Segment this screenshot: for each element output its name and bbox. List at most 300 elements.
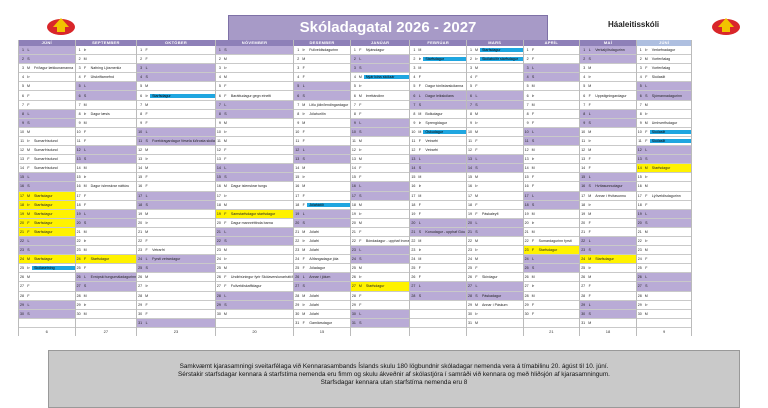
- weekday-letter: M: [358, 138, 362, 143]
- weekday-letter: Þ: [359, 84, 362, 89]
- weekday-letter: S: [145, 202, 148, 207]
- weekday-letter: Þ: [418, 120, 422, 125]
- weekday-letter: S: [418, 229, 422, 234]
- day-number: 28: [467, 293, 472, 298]
- day-number: 26: [637, 275, 642, 280]
- weekday-letter: F: [588, 157, 591, 162]
- calendar-day: [351, 155, 410, 164]
- day-number: 6: [639, 93, 642, 98]
- day-number: 9: [526, 120, 529, 125]
- weekday-letter: L: [475, 157, 478, 162]
- day-event: Fríðagur lækkunamanna: [34, 66, 74, 71]
- weekday-letter: M: [83, 248, 87, 253]
- day-event: Hvítasunnudagur: [595, 184, 623, 189]
- weekday-letter: F: [359, 229, 362, 234]
- weekday-letter: F: [224, 211, 227, 216]
- weekday-letter: F: [224, 84, 227, 89]
- day-number: 18: [20, 202, 24, 207]
- day-number: 17: [524, 193, 529, 198]
- weekday-letter: M: [145, 275, 149, 280]
- day-number: 1: [218, 48, 221, 53]
- day-number: 15: [351, 175, 356, 180]
- calendar-day: [351, 264, 410, 273]
- day-number: 25: [20, 266, 24, 271]
- calendar-day: [410, 246, 466, 255]
- calendar-day: [351, 91, 410, 100]
- day-number: 26: [351, 275, 356, 280]
- day-number: 28: [524, 293, 529, 298]
- day-number: 29: [637, 302, 642, 307]
- weekday-letter: M: [83, 229, 87, 234]
- calendar-day: [467, 82, 523, 91]
- calendar-day: [580, 264, 636, 273]
- weekday-letter: M: [588, 148, 592, 153]
- day-number: 12: [637, 148, 642, 153]
- weekday-letter: S: [359, 66, 362, 71]
- calendar-day: [467, 210, 523, 219]
- day-event: Sumarfrísdund: [34, 138, 58, 143]
- weekday-letter: L: [84, 275, 87, 280]
- calendar-day: [637, 146, 692, 155]
- weekday-letter: F: [475, 202, 478, 207]
- day-number: 25: [138, 266, 143, 271]
- calendar-day: [76, 64, 137, 73]
- day-event: Fullveldisdagurinn: [309, 48, 339, 53]
- weekday-letter: L: [224, 293, 227, 298]
- school-day-count: 21: [549, 328, 554, 334]
- calendar-day: [580, 146, 636, 155]
- calendar-day: [19, 264, 75, 273]
- day-event: Nýársdagur: [365, 48, 385, 53]
- weekday-letter: F: [83, 66, 87, 71]
- weekday-letter: M: [474, 66, 478, 71]
- day-number: 10: [76, 129, 81, 134]
- calendar-day: [637, 319, 692, 328]
- day-event: Páskaleyfi: [481, 211, 499, 216]
- weekday-letter: Þ: [27, 202, 30, 207]
- day-event: Vorferðalag: [651, 57, 671, 62]
- day-number: 11: [20, 138, 24, 143]
- day-number: 27: [524, 284, 529, 289]
- weekday-letter: M: [83, 166, 87, 171]
- day-number: 1: [583, 48, 586, 53]
- calendar-day: [524, 246, 580, 255]
- calendar-day: [637, 246, 692, 255]
- weekday-letter: M: [358, 266, 362, 271]
- month-header: SEPTEMBER: [76, 40, 137, 46]
- day-number: 22: [637, 239, 642, 244]
- weekday-letter: L: [645, 211, 648, 216]
- weekday-letter: Þ: [588, 75, 591, 80]
- calendar-day: [137, 319, 215, 328]
- day-number: 29: [467, 302, 472, 307]
- day-number: 24: [411, 257, 416, 262]
- calendar-day: [137, 182, 215, 191]
- day-number: 13: [467, 157, 472, 162]
- calendar-day: [19, 173, 75, 182]
- weekday-letter: M: [27, 211, 30, 216]
- calendar-day: [351, 273, 410, 282]
- calendar-day: [580, 155, 636, 164]
- day-event: Jólafrí: [309, 239, 320, 244]
- calendar-day: [524, 119, 580, 128]
- weekday-letter: L: [418, 220, 421, 225]
- weekday-letter: M: [531, 102, 535, 107]
- weekday-letter: S: [645, 93, 648, 98]
- day-event: Dagur mannréttinda barna: [230, 220, 273, 225]
- weekday-letter: L: [224, 229, 227, 234]
- calendar-day: [19, 282, 75, 291]
- day-number: 11: [468, 138, 472, 143]
- day-number: 30: [581, 311, 586, 316]
- calendar-day: [351, 282, 410, 291]
- month-column: [136, 40, 215, 336]
- calendar-day: [637, 73, 692, 82]
- weekday-letter: M: [474, 111, 478, 116]
- day-event: Útskriftarnefnd: [90, 75, 114, 80]
- day-number: 20: [637, 220, 642, 225]
- weekday-letter: F: [588, 102, 591, 107]
- weekday-letter: L: [359, 311, 362, 316]
- day-number: 15: [637, 175, 642, 180]
- calendar-day: [467, 137, 523, 146]
- calendar-day: [294, 237, 350, 246]
- weekday-letter: S: [224, 175, 227, 180]
- calendar-day: [137, 173, 215, 182]
- calendar-day: [524, 164, 580, 173]
- calendar-day: [19, 219, 75, 228]
- day-number: 17: [295, 193, 300, 198]
- weekday-letter: S: [359, 257, 362, 262]
- weekday-letter: F: [531, 111, 535, 116]
- day-number: 8: [526, 111, 529, 116]
- calendar-day: [216, 128, 293, 137]
- calendar-day: [137, 128, 215, 137]
- day-number: 3: [22, 66, 24, 71]
- month-header: JANÚAR: [351, 40, 410, 46]
- day-number: 31: [295, 320, 300, 325]
- day-number: 7: [469, 102, 472, 107]
- weekday-letter: S: [475, 166, 478, 171]
- weekday-letter: F: [475, 275, 478, 280]
- day-number: 29: [351, 302, 356, 307]
- day-number: 3: [413, 66, 416, 71]
- school-day-count: [410, 328, 466, 336]
- weekday-letter: F: [588, 284, 591, 289]
- weekday-letter: S: [645, 157, 648, 162]
- day-number: 9: [297, 120, 300, 125]
- calendar-day: [410, 210, 466, 219]
- calendar-day: [410, 101, 466, 110]
- calendar-day: [467, 310, 523, 319]
- day-number: 28: [411, 293, 416, 298]
- calendar-day: [19, 319, 75, 328]
- calendar-day: [524, 319, 580, 328]
- calendar-day: [524, 282, 580, 291]
- day-number: 24: [467, 257, 472, 262]
- weekday-letter: L: [532, 66, 535, 71]
- weekday-letter: F: [302, 320, 305, 325]
- day-number: 15: [524, 175, 529, 180]
- weekday-letter: F: [531, 302, 535, 307]
- calendar-day: [76, 182, 137, 191]
- calendar-day: [410, 155, 466, 164]
- weekday-letter: S: [27, 184, 30, 189]
- calendar-day: [351, 301, 410, 310]
- weekday-letter: F: [27, 157, 30, 162]
- calendar-day: [580, 301, 636, 310]
- calendar-day: [410, 282, 466, 291]
- day-number: 7: [353, 102, 356, 107]
- month-header: JÚNÍ: [19, 40, 75, 46]
- calendar-day: [637, 182, 692, 191]
- month-column: [409, 40, 466, 336]
- calendar-day: [19, 182, 75, 191]
- weekday-letter: L: [224, 166, 227, 171]
- day-event: Starfsdagur: [538, 248, 558, 253]
- weekday-letter: F: [359, 102, 362, 107]
- calendar-day: [467, 237, 523, 246]
- calendar-day: [351, 219, 410, 228]
- calendar-day: [580, 101, 636, 110]
- calendar-day: [637, 164, 692, 173]
- weekday-letter: L: [302, 275, 305, 280]
- weekday-letter: L: [145, 129, 148, 134]
- weekday-letter: L: [27, 111, 30, 116]
- day-number: 17: [216, 193, 221, 198]
- calendar-day: [137, 301, 215, 310]
- day-number: 2: [583, 57, 586, 62]
- calendar-day: [137, 255, 215, 264]
- day-number: 4: [297, 75, 300, 80]
- day-event: Verkefnadagur: [651, 48, 676, 53]
- weekday-letter: S: [27, 120, 30, 125]
- calendar-day: [76, 210, 137, 219]
- calendar-day: [294, 319, 350, 328]
- calendar-day: [19, 110, 75, 119]
- day-number: 28: [581, 293, 586, 298]
- calendar-day: [216, 155, 293, 164]
- weekday-letter: Þ: [359, 211, 362, 216]
- weekday-letter: M: [223, 248, 227, 253]
- weekday-letter: L: [84, 84, 87, 89]
- calendar-day: [76, 73, 137, 82]
- calendar-day: [467, 192, 523, 201]
- school-day-count: 20: [252, 328, 257, 334]
- weekday-letter: Þ: [83, 48, 87, 53]
- weekday-letter: S: [475, 293, 478, 298]
- day-number: 22: [20, 239, 24, 244]
- day-number: 18: [524, 202, 529, 207]
- calendar-day: [524, 137, 580, 146]
- calendar-day: [216, 64, 293, 73]
- day-number: 3: [297, 66, 300, 71]
- calendar-day: [580, 110, 636, 119]
- day-number: 11: [76, 138, 81, 143]
- day-number: 10: [138, 129, 143, 134]
- day-number: 24: [524, 257, 529, 262]
- calendar-day: [294, 255, 350, 264]
- weekday-letter: Þ: [145, 220, 148, 225]
- calendar-day: [637, 155, 692, 164]
- calendar-day: [351, 73, 410, 82]
- day-number: 27: [295, 284, 300, 289]
- calendar-day: [294, 55, 350, 64]
- day-number: 28: [138, 293, 143, 298]
- weekday-letter: M: [358, 93, 362, 98]
- weekday-letter: S: [645, 220, 648, 225]
- weekday-letter: F: [145, 311, 148, 316]
- day-number: 1: [78, 48, 81, 53]
- weekday-letter: F: [418, 138, 421, 143]
- school-day-count: 6: [45, 328, 48, 334]
- weekday-letter: F: [224, 157, 227, 162]
- calendar-day: [294, 155, 350, 164]
- weekday-letter: Þ: [83, 111, 87, 116]
- day-number: 15: [138, 175, 143, 180]
- calendar-day: [410, 73, 466, 82]
- day-event: Umhverfisdagur: [651, 120, 678, 125]
- weekday-letter: M: [27, 66, 30, 71]
- calendar-day: [294, 64, 350, 73]
- calendar-day: [294, 301, 350, 310]
- calendar-day: [410, 137, 466, 146]
- weekday-letter: M: [145, 166, 149, 171]
- day-number: 12: [295, 148, 300, 153]
- day-event: Annar í Hvítasunnu: [595, 193, 626, 198]
- day-number: 19: [524, 211, 529, 216]
- day-number: 25: [76, 266, 81, 271]
- day-number: 2: [639, 57, 642, 62]
- calendar-day: [76, 319, 137, 328]
- weekday-letter: F: [302, 202, 305, 207]
- day-number: 5: [22, 84, 24, 89]
- weekday-letter: S: [418, 166, 422, 171]
- day-number: 24: [138, 257, 143, 262]
- weekday-letter: F: [302, 129, 305, 134]
- calendar-day: [351, 192, 410, 201]
- day-number: 1: [526, 48, 529, 53]
- day-number: 27: [76, 284, 81, 289]
- weekday-letter: S: [302, 284, 305, 289]
- weekday-letter: M: [302, 184, 306, 189]
- weekday-letter: F: [531, 239, 535, 244]
- weekday-letter: F: [588, 220, 591, 225]
- weekday-letter: M: [145, 229, 149, 234]
- day-number: 21: [20, 229, 24, 234]
- weekday-letter: L: [475, 93, 478, 98]
- weekday-letter: F: [418, 202, 421, 207]
- day-event: Verkalýðsdagurinn: [595, 48, 625, 53]
- day-number: 4: [353, 75, 356, 80]
- weekday-letter: M: [223, 184, 227, 189]
- calendar-day: [637, 219, 692, 228]
- day-number: 15: [467, 175, 472, 180]
- day-number: 19: [581, 211, 586, 216]
- day-number: 20: [524, 220, 529, 225]
- calendar-day: [410, 319, 466, 328]
- day-number: 2: [218, 57, 221, 62]
- weekday-letter: M: [418, 175, 422, 180]
- calendar-day: [216, 73, 293, 82]
- calendar-day: [351, 310, 410, 319]
- weekday-letter: L: [27, 48, 30, 53]
- calendar-day: [524, 310, 580, 319]
- calendar-day: [76, 137, 137, 146]
- day-number: 12: [76, 148, 81, 153]
- day-number: 6: [583, 93, 586, 98]
- weekday-letter: L: [84, 211, 87, 216]
- day-number: 10: [411, 129, 416, 134]
- day-event: Skólabúðir starfsdagur: [480, 57, 523, 61]
- weekday-letter: F: [645, 193, 648, 198]
- day-number: 31: [581, 320, 586, 325]
- weekday-letter: F: [83, 266, 87, 271]
- weekday-letter: F: [475, 138, 478, 143]
- calendar-day: [637, 255, 692, 264]
- day-number: 14: [351, 166, 356, 171]
- weekday-letter: L: [27, 175, 30, 180]
- calendar-day: [580, 237, 636, 246]
- weekday-letter: Þ: [475, 248, 478, 253]
- calendar-day: [76, 301, 137, 310]
- day-number: 9: [639, 120, 642, 125]
- weekday-letter: F: [145, 48, 148, 53]
- day-number: 18: [351, 202, 356, 207]
- day-number: 2: [22, 57, 24, 62]
- day-number: 1: [639, 48, 642, 53]
- day-event: Jólafrí: [309, 311, 320, 316]
- weekday-letter: F: [359, 175, 362, 180]
- day-number: 2: [353, 57, 356, 62]
- calendar-day: [580, 219, 636, 228]
- calendar-day: [216, 319, 293, 328]
- weekday-letter: Þ: [27, 138, 30, 143]
- calendar-day: [351, 210, 410, 219]
- weekday-letter: S: [145, 75, 148, 80]
- calendar-day: [351, 128, 410, 137]
- calendar-day: [637, 310, 692, 319]
- calendar-day: [294, 273, 350, 282]
- weekday-letter: S: [531, 266, 535, 271]
- weekday-letter: F: [83, 75, 87, 80]
- weekday-letter: M: [644, 102, 648, 107]
- weekday-letter: F: [418, 84, 421, 89]
- weekday-letter: Þ: [531, 220, 535, 225]
- weekday-letter: F: [27, 166, 30, 171]
- day-event: Aðfangadagur jóla: [309, 257, 339, 262]
- weekday-letter: Þ: [302, 48, 305, 53]
- calendar-day: [216, 173, 293, 182]
- weekday-letter: Þ: [224, 66, 227, 71]
- calendar-day: [637, 82, 692, 91]
- calendar-day: [351, 246, 410, 255]
- day-event: Nafning Ljósmerkiz: [90, 66, 122, 71]
- day-number: 8: [583, 111, 586, 116]
- day-event: Sumardagurinn fyrsti: [538, 239, 572, 244]
- calendar-day: [637, 46, 692, 55]
- calendar-day: [524, 301, 580, 310]
- day-number: 22: [138, 239, 143, 244]
- day-event: Baráttudagur gegn einelti: [230, 93, 272, 98]
- calendar-day: [580, 164, 636, 173]
- calendar-day: [467, 119, 523, 128]
- day-number: 8: [353, 111, 356, 116]
- calendar-day: [351, 110, 410, 119]
- weekday-letter: L: [359, 184, 362, 189]
- calendar-day: [76, 228, 137, 237]
- day-number: 4: [218, 75, 221, 80]
